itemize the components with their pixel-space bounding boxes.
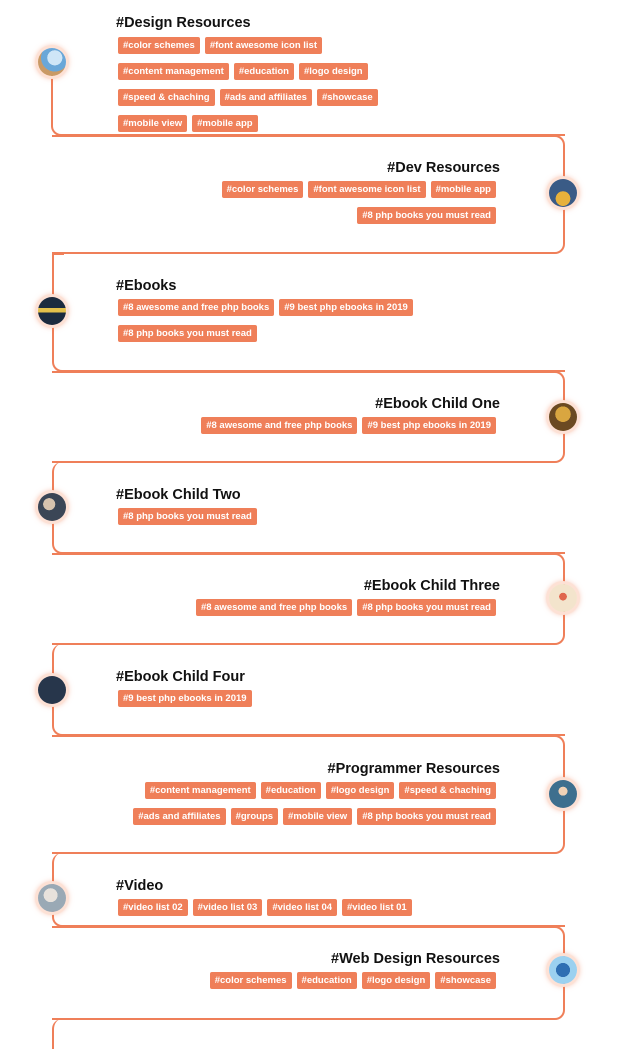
category-title[interactable]: #Ebooks [116, 278, 177, 294]
tag-chip[interactable]: #mobile view [118, 115, 187, 132]
category-title[interactable]: #Video [116, 878, 164, 894]
tag-chip[interactable]: #content management [118, 63, 229, 80]
tag-list [126, 782, 496, 825]
tag-chip[interactable]: #9 best php ebooks in 2019 [118, 690, 252, 707]
tag-chip[interactable]: #8 php books you must read [118, 325, 257, 342]
tag-chip[interactable]: #font awesome icon list [308, 181, 425, 198]
tag-chip[interactable]: #logo design [299, 63, 368, 80]
tag-list [118, 690, 468, 707]
tag-chip[interactable]: #speed & chaching [399, 782, 496, 799]
programmer-illustration-avatar[interactable] [549, 780, 577, 808]
tag-chip[interactable]: #video list 01 [342, 899, 412, 916]
tag-chip[interactable]: #showcase [435, 972, 496, 989]
tag-chip[interactable]: #9 best php ebooks in 2019 [362, 417, 496, 434]
tag-chip[interactable]: #video list 03 [193, 899, 263, 916]
tag-chip[interactable]: #mobile view [283, 808, 352, 825]
tag-chip[interactable]: #showcase [317, 89, 378, 106]
tag-chip[interactable]: #education [297, 972, 357, 989]
category-title[interactable]: #Web Design Resources [331, 951, 500, 967]
ebook-cover-avatar[interactable] [38, 297, 66, 325]
video-thumbnail-avatar[interactable] [38, 884, 66, 912]
dark-card-avatar[interactable] [38, 676, 66, 704]
category-title[interactable]: #Dev Resources [387, 160, 500, 176]
tag-chip[interactable]: #groups [231, 808, 278, 825]
tag-list [126, 417, 496, 434]
tag-chip[interactable]: #8 php books you must read [357, 808, 496, 825]
tag-chip[interactable]: #8 php books you must read [357, 599, 496, 616]
category-title[interactable]: #Programmer Resources [327, 761, 500, 777]
tag-chip[interactable]: #font awesome icon list [205, 37, 322, 54]
tag-chip[interactable]: #9 best php ebooks in 2019 [279, 299, 413, 316]
tag-chip[interactable]: #8 awesome and free php books [196, 599, 352, 616]
tag-chip[interactable]: #mobile app [431, 181, 496, 198]
tag-chip[interactable]: #mobile app [192, 115, 257, 132]
tag-chip[interactable]: #education [234, 63, 294, 80]
beach-photo-avatar[interactable] [38, 48, 66, 76]
tag-chip[interactable]: #ads and affiliates [220, 89, 312, 106]
category-title[interactable]: #Ebook Child Three [363, 578, 500, 594]
web-design-illustration-avatar[interactable] [549, 956, 577, 984]
timeline-connector [52, 253, 64, 255]
tag-chip[interactable]: #video list 02 [118, 899, 188, 916]
tag-chip[interactable]: #video list 04 [267, 899, 337, 916]
tag-chip[interactable]: #8 awesome and free php books [118, 299, 274, 316]
tag-chip[interactable]: #color schemes [118, 37, 200, 54]
category-title[interactable]: #Design Resources [116, 15, 251, 31]
logo-badge-avatar[interactable] [549, 584, 577, 612]
tag-chip[interactable]: #logo design [362, 972, 431, 989]
category-title[interactable]: #Ebook Child Two [116, 487, 241, 503]
tag-chip[interactable]: #color schemes [210, 972, 292, 989]
tag-chip[interactable]: #education [261, 782, 321, 799]
tag-chip[interactable]: #8 php books you must read [118, 508, 257, 525]
tag-list [126, 599, 496, 616]
tag-chip[interactable]: #speed & chaching [118, 89, 215, 106]
tag-chip[interactable]: #8 awesome and free php books [201, 417, 357, 434]
tag-list [126, 972, 496, 989]
tag-list [118, 299, 418, 342]
category-title[interactable]: #Ebook Child Four [116, 669, 245, 685]
tag-list [118, 508, 468, 525]
tag-chip[interactable]: #content management [145, 782, 256, 799]
tag-chip[interactable]: #8 php books you must read [357, 207, 496, 224]
autumn-photo-avatar[interactable] [549, 403, 577, 431]
tag-list [118, 899, 468, 916]
tag-list [118, 37, 418, 132]
tag-chip[interactable]: #ads and affiliates [133, 808, 225, 825]
tag-chip[interactable]: #color schemes [222, 181, 304, 198]
people-photo-avatar[interactable] [38, 493, 66, 521]
category-title[interactable]: #Ebook Child One [375, 396, 500, 412]
tag-chip[interactable]: #logo design [326, 782, 395, 799]
construction-photo-avatar[interactable] [549, 179, 577, 207]
tag-list [196, 181, 496, 224]
